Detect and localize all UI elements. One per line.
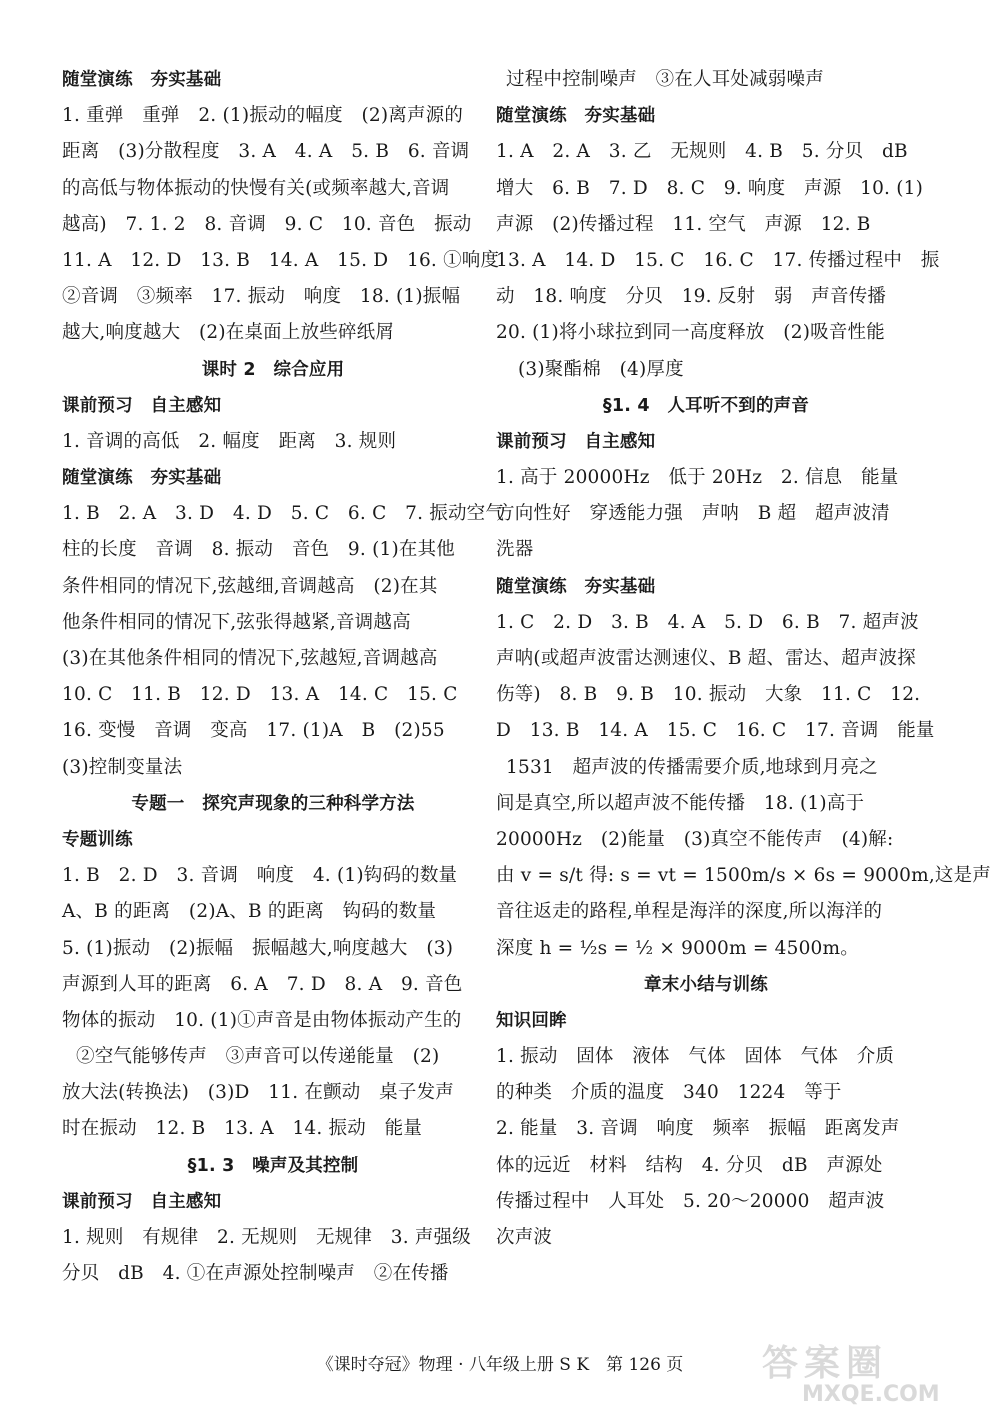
answer-line: (3)在其他条件相同的情况下,弦越短,音调越高	[62, 648, 438, 669]
answer-line: 1. 振动 固体 液体 气体 固体 气体 介质	[496, 1046, 895, 1068]
section-heading: 随堂演练 夯实基础	[496, 576, 656, 597]
answer-line: 20. (1)将小球拉到同一高度释放 (2)吸音性能	[496, 322, 885, 344]
answer-line: 11. A 12. D 13. B 14. A 15. D 16. ①响度	[62, 249, 500, 271]
answer-line: 1. 音调的高低 2. 幅度 距离 3. 规则	[62, 430, 397, 452]
answer-line: 伤等) 8. B 9. B 10. 振动 大象 11. C 12.	[496, 684, 921, 706]
answer-line: (3)聚酯棉 (4)厚度	[518, 358, 684, 380]
answer-line: 条件相同的情况下,弦越细,音调越高 (2)在其	[62, 575, 438, 597]
answer-line: 1531 超声波的传播需要介质,地球到月亮之	[506, 756, 878, 778]
section-title: §1. 4 人耳听不到的声音	[602, 395, 810, 416]
answer-line: 1. A 2. A 3. 乙 无规则 4. B 5. 分贝 dB	[496, 141, 908, 163]
answer-line: 体的远近 材料 结构 4. 分贝 dB 声源处	[496, 1154, 883, 1176]
watermark-url: MXQE.COM	[802, 1382, 940, 1407]
section-heading: 随堂演练 夯实基础	[62, 70, 222, 90]
answer-line: 他条件相同的情况下,弦张得越紧,音调越高	[62, 611, 411, 633]
formula-line: 由 v = s/t 得: s = vt = 1500m/s × 6s = 9000m,这是声	[496, 865, 991, 887]
answer-line: 距离 (3)分散程度 3. A 4. A 5. B 6. 音调	[62, 141, 470, 163]
answer-line: 16. 变慢 音调 变高 17. (1)A B (2)55	[62, 720, 445, 742]
section-heading: 课前预习 自主感知	[496, 431, 656, 452]
answer-line: 放大法(转换法) (3)D 11. 在颤动 桌子发声	[62, 1082, 454, 1104]
answer-line: D 13. B 14. A 15. C 16. C 17. 音调 能量	[496, 720, 935, 742]
answer-line: 1. 规则 有规律 2. 无规则 无规律 3. 声强级	[62, 1227, 471, 1248]
answer-line: 1. 重弹 重弹 2. (1)振动的幅度 (2)离声源的	[62, 105, 464, 127]
answer-line: 次声波	[496, 1227, 553, 1248]
lesson-title: 课时 2 综合应用	[201, 359, 345, 380]
topic-title: 专题一 探究声现象的三种科学方法	[131, 793, 415, 814]
section-heading: 随堂演练 夯实基础	[62, 468, 222, 489]
left-column	[62, 62, 505, 1292]
answer-line: 分贝 dB 4. ①在声源处控制噪声 ②在传播	[62, 1263, 449, 1285]
answer-line: 洗器	[496, 539, 534, 561]
answer-line: 过程中控制噪声 ③在人耳处减弱噪声	[506, 69, 824, 90]
section-heading: 课前预习 自主感知	[62, 1191, 222, 1212]
chapter-summary-title: 章末小结与训练	[644, 974, 768, 995]
section-heading: 课前预习 自主感知	[62, 395, 222, 416]
answer-line: 的高低与物体振动的快慢有关(或频率越大,音调	[62, 177, 450, 199]
answer-line: 1. B 2. A 3. D 4. D 5. C 6. C 7. 振动空气	[62, 503, 505, 525]
section-heading: 随堂演练 夯实基础	[496, 106, 656, 127]
answer-line: 1. 高于 20000Hz 低于 20Hz 2. 信息 能量	[496, 467, 899, 489]
page-footer: 《课时夺冠》物理 · 八年级上册 S K 第 126 页	[316, 1355, 684, 1375]
answer-line: (3)控制变量法	[62, 756, 183, 778]
answer-line: 越高) 7. 1. 2 8. 音调 9. C 10. 音色 振动	[62, 213, 472, 235]
answer-line: 物体的振动 10. (1)①声音是由物体振动产生的	[62, 1009, 462, 1031]
answer-line: 增大 6. B 7. D 8. C 9. 响度 声源 10. (1)	[496, 177, 924, 199]
answer-line: 动 18. 响度 分贝 19. 反射 弱 声音传播	[496, 286, 887, 308]
right-column	[496, 62, 991, 1256]
answer-line: 间是真空,所以超声波不能传播 18. (1)高于	[496, 792, 865, 814]
answer-line: 1. C 2. D 3. B 4. A 5. D 6. B 7. 超声波	[496, 611, 919, 633]
section-heading: 知识回眸	[496, 1010, 567, 1031]
answer-line: 音往返走的路程,单程是海洋的深度,所以海洋的	[496, 901, 883, 923]
answer-line: 的种类 介质的温度 340 1224 等于	[496, 1082, 842, 1104]
section-title: §1. 3 噪声及其控制	[187, 1155, 359, 1176]
answer-line: 20000Hz (2)能量 (3)真空不能传声 (4)解:	[496, 828, 894, 850]
watermark-logo	[762, 1335, 982, 1410]
answer-line: 传播过程中 人耳处 5. 20～20000 超声波	[496, 1190, 885, 1212]
answer-line: 越大,响度越大 (2)在桌面上放些碎纸屑	[62, 322, 395, 344]
watermark-text: 答案圈	[762, 1343, 889, 1384]
answer-line: ②空气能够传声 ③声音可以传递能量 (2)	[76, 1046, 440, 1068]
formula-line: 深度 h = ½s = ½ × 9000m = 4500m。	[496, 937, 859, 959]
answer-line: 10. C 11. B 12. D 13. A 14. C 15. C	[62, 684, 458, 706]
answer-line: A、B 的距离 (2)A、B 的距离 钩码的数量	[62, 901, 437, 923]
answer-line: 时在振动 12. B 13. A 14. 振动 能量	[62, 1118, 423, 1140]
answer-line: 方向性好 穿透能力强 声呐 B 超 超声波清	[496, 503, 890, 525]
answer-line: 1. B 2. D 3. 音调 响度 4. (1)钩码的数量	[62, 865, 458, 887]
answer-line: 柱的长度 音调 8. 振动 音色 9. (1)在其他	[62, 539, 455, 561]
section-heading: 专题训练	[62, 829, 133, 850]
answer-line: 13. A 14. D 15. C 16. C 17. 传播过程中 振	[496, 249, 940, 271]
answer-line: 2. 能量 3. 音调 响度 频率 振幅 距离发声	[496, 1118, 900, 1140]
answer-line: 声源到人耳的距离 6. A 7. D 8. A 9. 音色	[62, 973, 463, 995]
answer-line: 声源 (2)传播过程 11. 空气 声源 12. B	[496, 213, 871, 235]
answer-line: 声呐(或超声波雷达测速仪、B 超、雷达、超声波探	[496, 648, 916, 669]
answer-line: ②音调 ③频率 17. 振动 响度 18. (1)振幅	[62, 286, 461, 308]
answer-line: 5. (1)振动 (2)振幅 振幅越大,响度越大 (3)	[62, 937, 454, 959]
